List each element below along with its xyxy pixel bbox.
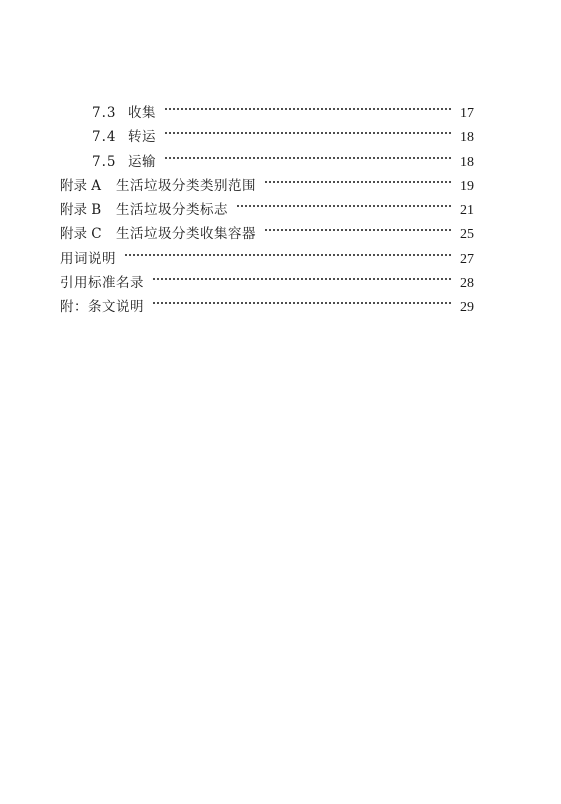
toc-entry-number: 7.4 xyxy=(92,129,117,146)
toc-entry-page: 18 xyxy=(460,130,474,146)
toc-entry-title: 生活垃圾分类标志 xyxy=(116,202,228,219)
toc-entry-page: 17 xyxy=(460,106,474,121)
toc-entry-page: 27 xyxy=(460,251,474,267)
dot-leader xyxy=(264,177,452,187)
toc-entry-title: 收集 xyxy=(128,105,156,121)
toc-entry-title: 生活垃圾分类类别范围 xyxy=(116,177,256,194)
toc-entry-page: 21 xyxy=(460,203,474,219)
toc-entry-number: 7.3 xyxy=(92,105,117,121)
toc-entry-wording-explanation[interactable] xyxy=(60,247,474,271)
toc-entry-appendix-a[interactable] xyxy=(60,174,474,198)
dot-leader xyxy=(236,201,452,211)
toc-entry-7-5[interactable] xyxy=(60,150,474,174)
toc-entry-title: 运输 xyxy=(128,153,156,170)
toc-entry-number: 附录 B xyxy=(60,202,102,219)
toc-entry-page: 25 xyxy=(460,227,474,243)
toc-entry-page: 18 xyxy=(460,154,474,170)
dot-leader xyxy=(164,153,452,163)
dot-leader xyxy=(164,128,452,138)
toc-entry-title: 附：条文说明 xyxy=(60,299,144,316)
toc-entry-clause-explanation[interactable] xyxy=(60,295,474,319)
toc-entry-appendix-b[interactable] xyxy=(60,198,474,222)
toc-entry-title: 引用标准名录 xyxy=(60,275,144,292)
dot-leader xyxy=(124,250,452,260)
dot-leader xyxy=(152,274,452,284)
toc-entry-title: 转运 xyxy=(128,129,156,146)
toc-entry-title: 生活垃圾分类收集容器 xyxy=(116,226,256,243)
dot-leader xyxy=(164,104,452,114)
toc-entry-7-3[interactable] xyxy=(60,101,474,125)
toc-entry-referenced-standards[interactable] xyxy=(60,271,474,295)
toc-entry-title: 用词说明 xyxy=(60,250,116,267)
dot-leader xyxy=(152,298,452,308)
toc-entry-appendix-c[interactable] xyxy=(60,222,474,246)
toc-entry-7-4[interactable] xyxy=(60,125,474,149)
toc-entry-number: 7.5 xyxy=(92,153,117,170)
toc-entry-number: 附录 C xyxy=(60,226,102,243)
toc-entry-page: 29 xyxy=(460,300,474,316)
dot-leader xyxy=(264,225,452,235)
toc-entry-page: 28 xyxy=(460,276,474,292)
toc-entry-number: 附录 A xyxy=(60,177,102,194)
table-of-contents xyxy=(60,101,474,320)
toc-entry-page: 19 xyxy=(460,178,474,194)
